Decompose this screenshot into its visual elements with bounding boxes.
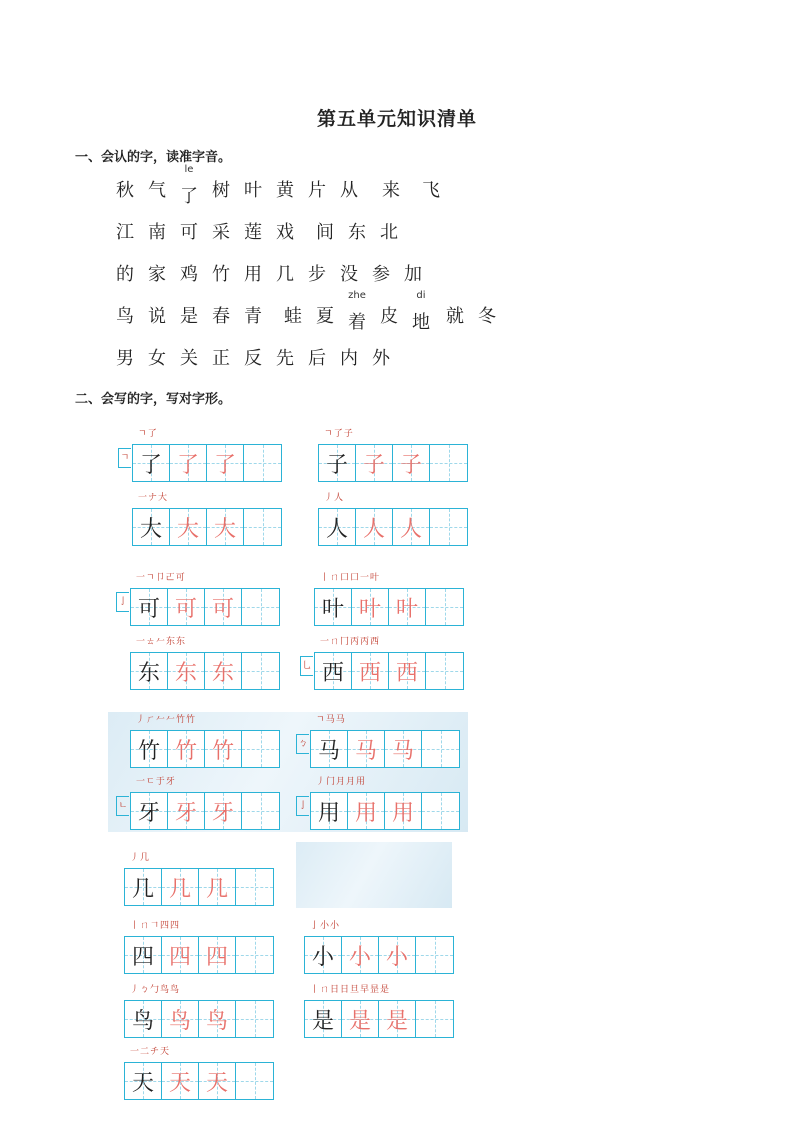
- stroke-order: 丿人: [324, 493, 345, 503]
- writing-card-牙: [116, 774, 286, 830]
- tianzige-grid: [130, 792, 280, 830]
- stroke-order: 丿门月月用: [316, 777, 367, 787]
- character: 黄: [276, 180, 294, 201]
- trace-character-box: [352, 589, 389, 625]
- practice-box: [416, 1001, 453, 1037]
- stroke-order: ㄱ马马: [316, 715, 346, 725]
- model-character: 是: [311, 1008, 334, 1034]
- practice-box: [430, 445, 467, 481]
- trace-character-box: [342, 1001, 379, 1037]
- character: 南: [148, 222, 166, 243]
- trace-character-box: [199, 1063, 236, 1099]
- trace-character-box: [348, 793, 385, 829]
- model-character: 小: [311, 944, 334, 970]
- first-stroke-hint: ㄱ: [118, 448, 131, 468]
- practice-box: [422, 731, 459, 767]
- character: 内: [340, 348, 358, 369]
- tianzige-grid: [130, 588, 280, 626]
- stroke-order: 一ㄱ卩𠀀可: [136, 573, 186, 583]
- writing-card-竹: [116, 712, 286, 768]
- character: 男: [116, 348, 134, 369]
- trace-character-box: [162, 937, 199, 973]
- character: 女: [148, 348, 166, 369]
- model-character-box: [311, 731, 348, 767]
- character: 就: [446, 306, 464, 327]
- practice-box: [236, 869, 273, 905]
- pinyin: di: [416, 290, 426, 301]
- trace-character-box: [168, 793, 205, 829]
- character: 莲: [244, 222, 262, 243]
- model-character: 几: [131, 876, 154, 902]
- practice-box: [242, 589, 279, 625]
- trace-character: 叶: [395, 596, 418, 622]
- model-character-box: [311, 793, 348, 829]
- character: 蛙: [284, 306, 302, 327]
- stroke-order: 丿ㄅ勹鸟鸟: [130, 985, 181, 995]
- first-stroke-hint: ㄴ: [116, 796, 129, 816]
- model-character-box: [305, 937, 342, 973]
- practice-box: [244, 445, 281, 481]
- trace-character-box: [199, 1001, 236, 1037]
- trace-character: 人: [362, 516, 385, 542]
- character: 采: [212, 222, 230, 243]
- trace-character: 人: [399, 516, 422, 542]
- character: 间: [316, 222, 334, 243]
- character: 秋: [116, 180, 134, 201]
- trace-character: 西: [358, 660, 381, 686]
- tianzige-grid: [124, 1000, 274, 1038]
- practice-box: [426, 653, 463, 689]
- trace-character: 鸟: [205, 1008, 228, 1034]
- character: 青: [244, 306, 262, 327]
- trace-character-box: [385, 793, 422, 829]
- character: 地 di: [412, 290, 430, 333]
- character: 鸡: [180, 264, 198, 285]
- character: 竹: [212, 264, 230, 285]
- writing-card-小: [290, 918, 460, 974]
- trace-character: 竹: [174, 738, 197, 764]
- pinyin: le: [184, 164, 194, 175]
- character: 江: [116, 222, 134, 243]
- trace-character: 马: [354, 738, 377, 764]
- stroke-order: ㄱ了: [138, 429, 158, 439]
- trace-character-box: [389, 589, 426, 625]
- trace-character: 东: [211, 660, 234, 686]
- trace-character: 了: [213, 452, 236, 478]
- character: 来: [382, 180, 400, 201]
- writing-card-子: [304, 426, 474, 482]
- tianzige-grid: [132, 508, 282, 546]
- trace-character-box: [162, 1063, 199, 1099]
- trace-character: 用: [391, 800, 414, 826]
- first-stroke-hint: 亅: [296, 796, 309, 816]
- model-character-box: [125, 1063, 162, 1099]
- practice-box: [426, 589, 463, 625]
- trace-character-box: [199, 937, 236, 973]
- writing-card-大: [118, 490, 288, 546]
- trace-character: 几: [205, 876, 228, 902]
- first-stroke-hint: ㄅ: [296, 734, 309, 754]
- tianzige-grid: [130, 652, 280, 690]
- model-character-box: [315, 653, 352, 689]
- trace-character-box: [356, 509, 393, 545]
- trace-character-box: [170, 509, 207, 545]
- writing-card-东: [116, 634, 286, 690]
- model-character-box: [131, 653, 168, 689]
- character: 夏: [316, 306, 334, 327]
- trace-character: 子: [399, 452, 422, 478]
- writing-card-马: [296, 712, 466, 768]
- trace-character-box: [205, 589, 242, 625]
- stroke-order: 丨ㄇ日日旦早昰是: [310, 985, 391, 995]
- writing-card-了: [118, 426, 288, 482]
- trace-character: 马: [391, 738, 414, 764]
- trace-character-box: [379, 1001, 416, 1037]
- stroke-order: 一ㄊ𠂉东东: [136, 637, 187, 647]
- trace-character-box: [389, 653, 426, 689]
- model-character: 人: [325, 516, 348, 542]
- character: 说: [148, 306, 166, 327]
- trace-character: 四: [205, 944, 228, 970]
- tianzige-grid: [132, 444, 282, 482]
- trace-character-box: [205, 793, 242, 829]
- page-title: 第五单元知识清单: [316, 108, 477, 130]
- tianzige-grid: [310, 730, 460, 768]
- writing-card-叶: [300, 570, 470, 626]
- practice-box: [236, 1063, 273, 1099]
- writing-card-可: [116, 570, 286, 626]
- trace-character-box: [342, 937, 379, 973]
- trace-character-box: [168, 589, 205, 625]
- trace-character: 几: [168, 876, 191, 902]
- stroke-order: 丿ㄏ𠂉𠂉竹竹: [136, 715, 197, 725]
- model-character-box: [305, 1001, 342, 1037]
- trace-character: 四: [168, 944, 191, 970]
- model-character: 可: [137, 596, 160, 622]
- model-character-box: [125, 1001, 162, 1037]
- stroke-order: 丨ㄇ口口一叶: [320, 573, 381, 583]
- trace-character: 鸟: [168, 1008, 191, 1034]
- trace-character: 小: [348, 944, 371, 970]
- character: 的: [116, 264, 134, 285]
- model-character: 了: [139, 452, 162, 478]
- trace-character: 是: [348, 1008, 371, 1034]
- trace-character-box: [348, 731, 385, 767]
- character: 冬: [478, 306, 496, 327]
- practice-box: [242, 793, 279, 829]
- character: 从: [340, 180, 358, 201]
- practice-box: [236, 1001, 273, 1037]
- practice-box: [422, 793, 459, 829]
- trace-character: 了: [176, 452, 199, 478]
- practice-box: [244, 509, 281, 545]
- section-2-heading: 二、会写的字，写对字形。: [75, 392, 232, 407]
- model-character: 叶: [321, 596, 344, 622]
- character: 着 zhe: [348, 290, 366, 333]
- model-character: 马: [317, 738, 340, 764]
- trace-character-box: [205, 653, 242, 689]
- trace-character: 用: [354, 800, 377, 826]
- tianzige-grid: [314, 652, 464, 690]
- character: 加: [404, 264, 422, 285]
- character: 参: [372, 264, 390, 285]
- model-character: 用: [317, 800, 340, 826]
- tianzige-grid: [124, 936, 274, 974]
- character: 是: [180, 306, 198, 327]
- character: 北: [380, 222, 398, 243]
- trace-character: 是: [385, 1008, 408, 1034]
- trace-character-box: [207, 445, 244, 481]
- character: 东: [348, 222, 366, 243]
- trace-character-box: [162, 1001, 199, 1037]
- tianzige-grid: [124, 868, 274, 906]
- trace-character-box: [393, 445, 430, 481]
- stroke-order: 一二チ天: [130, 1047, 171, 1057]
- writing-card-几: [110, 850, 280, 906]
- first-stroke-hint: 亅: [116, 592, 129, 612]
- character: 片: [308, 180, 326, 201]
- trace-character-box: [205, 731, 242, 767]
- tianzige-grid: [318, 508, 468, 546]
- character: 皮: [380, 306, 398, 327]
- trace-character-box: [393, 509, 430, 545]
- stroke-order: ㄱ了子: [324, 429, 354, 439]
- tianzige-grid: [130, 730, 280, 768]
- character: 春: [212, 306, 230, 327]
- character: 戏: [276, 222, 294, 243]
- model-character: 鸟: [131, 1008, 154, 1034]
- stroke-order: 一ナ大: [138, 493, 169, 503]
- practice-box: [236, 937, 273, 973]
- character: 鸟: [116, 306, 134, 327]
- trace-character-box: [168, 731, 205, 767]
- character: 气: [148, 180, 166, 201]
- character: 家: [148, 264, 166, 285]
- stroke-order: 一ㄇ冂丙丙西: [320, 637, 381, 647]
- trace-character: 叶: [358, 596, 381, 622]
- trace-character-box: [379, 937, 416, 973]
- model-character-box: [125, 937, 162, 973]
- model-character-box: [133, 509, 170, 545]
- model-character-box: [131, 589, 168, 625]
- practice-box: [242, 731, 279, 767]
- trace-character: 小: [385, 944, 408, 970]
- model-character-box: [319, 509, 356, 545]
- stroke-order: 一ㄷ于牙: [136, 777, 176, 787]
- writing-card-西: [300, 634, 470, 690]
- tianzige-grid: [124, 1062, 274, 1100]
- stroke-order: 丿几: [130, 853, 151, 863]
- trace-character: 天: [205, 1070, 228, 1096]
- character: 关: [180, 348, 198, 369]
- character: 反: [244, 348, 262, 369]
- trace-character: 大: [213, 516, 236, 542]
- writing-card-是: [290, 982, 460, 1038]
- trace-character: 牙: [174, 800, 197, 826]
- model-character: 四: [131, 944, 154, 970]
- model-character: 东: [137, 660, 160, 686]
- model-character: 子: [325, 452, 348, 478]
- character: 用: [244, 264, 262, 285]
- character: 正: [212, 348, 230, 369]
- trace-character: 子: [362, 452, 385, 478]
- trace-character-box: [168, 653, 205, 689]
- trace-character: 牙: [211, 800, 234, 826]
- tianzige-grid: [304, 936, 454, 974]
- model-character-box: [133, 445, 170, 481]
- character: 叶: [244, 180, 262, 201]
- trace-character-box: [199, 869, 236, 905]
- model-character: 西: [321, 660, 344, 686]
- stroke-order: 丨ㄇ𠃍四四: [130, 921, 181, 931]
- trace-character: 可: [211, 596, 234, 622]
- trace-character-box: [207, 509, 244, 545]
- character: 没: [340, 264, 358, 285]
- section-1-heading: 一、会认的字，读准字音。: [75, 150, 232, 165]
- writing-card-用: [296, 774, 466, 830]
- character: 可: [180, 222, 198, 243]
- character: 后: [308, 348, 326, 369]
- model-character-box: [131, 793, 168, 829]
- decorative-background: [296, 842, 452, 908]
- character: 步: [308, 264, 326, 285]
- character: 飞: [422, 180, 440, 201]
- trace-character: 竹: [211, 738, 234, 764]
- trace-character: 西: [395, 660, 418, 686]
- model-character: 大: [139, 516, 162, 542]
- trace-character: 大: [176, 516, 199, 542]
- character: 了 le: [180, 164, 198, 207]
- trace-character: 可: [174, 596, 197, 622]
- character: 先: [276, 348, 294, 369]
- trace-character-box: [170, 445, 207, 481]
- pinyin: zhe: [348, 290, 366, 301]
- tianzige-grid: [318, 444, 468, 482]
- trace-character-box: [356, 445, 393, 481]
- trace-character: 东: [174, 660, 197, 686]
- model-character-box: [319, 445, 356, 481]
- tianzige-grid: [304, 1000, 454, 1038]
- first-stroke-hint: 乚: [300, 656, 313, 676]
- practice-box: [242, 653, 279, 689]
- trace-character-box: [352, 653, 389, 689]
- practice-box: [430, 509, 467, 545]
- trace-character-box: [385, 731, 422, 767]
- model-character: 天: [131, 1070, 154, 1096]
- practice-box: [416, 937, 453, 973]
- model-character: 竹: [137, 738, 160, 764]
- writing-card-天: [110, 1044, 280, 1100]
- model-character: 牙: [137, 800, 160, 826]
- writing-card-鸟: [110, 982, 280, 1038]
- writing-card-人: [304, 490, 474, 546]
- character: 树: [212, 180, 230, 201]
- trace-character-box: [162, 869, 199, 905]
- tianzige-grid: [314, 588, 464, 626]
- stroke-order: 亅小小: [310, 921, 341, 931]
- tianzige-grid: [310, 792, 460, 830]
- character: 外: [372, 348, 390, 369]
- trace-character: 天: [168, 1070, 191, 1096]
- model-character-box: [125, 869, 162, 905]
- writing-card-四: [110, 918, 280, 974]
- model-character-box: [315, 589, 352, 625]
- character: 几: [276, 264, 294, 285]
- model-character-box: [131, 731, 168, 767]
